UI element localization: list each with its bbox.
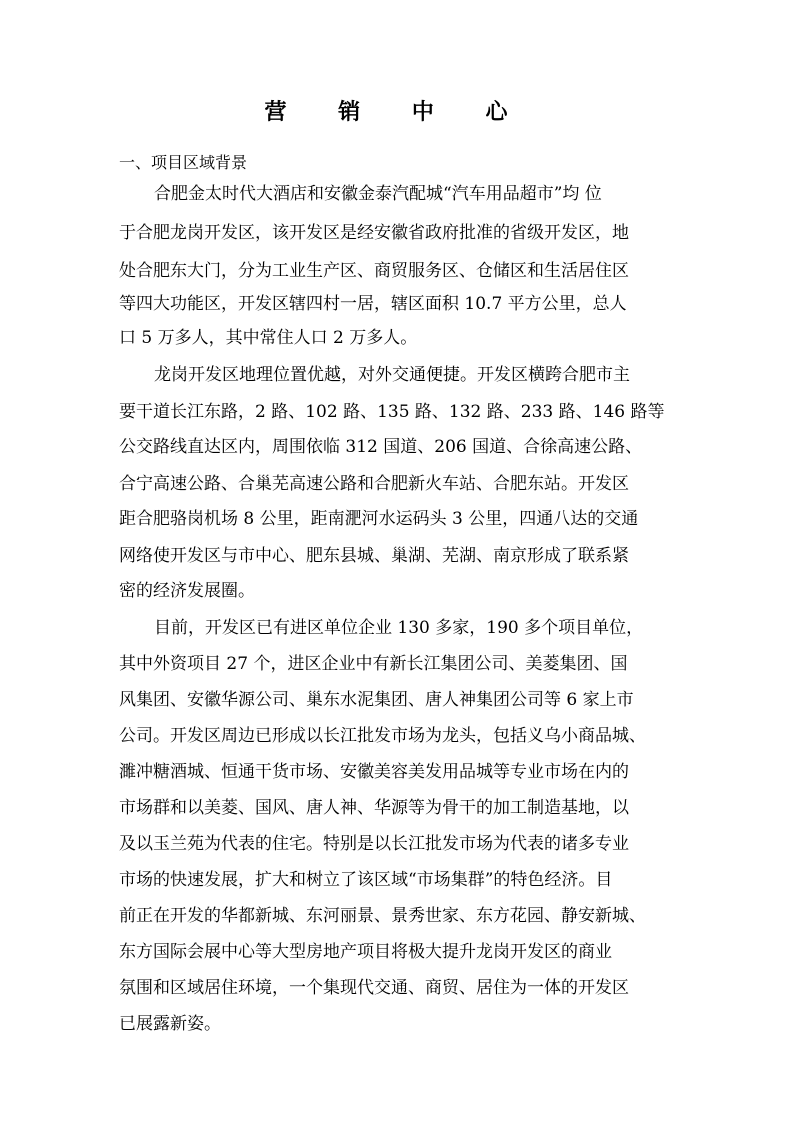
section-heading: 一、项目区域背景 <box>119 153 248 172</box>
paragraph-2-line: 公交路线直达区内，周围依临 312 国道、206 国道、合徐高速公路、 <box>119 437 643 457</box>
paragraph-1-line: 处合肥东大门，分为工业生产区、商贸服务区、仓储区和生活居住区 <box>119 261 629 281</box>
paragraph-3-line: 其中外资项目 27 个，进区企业中有新长江集团公司、美菱集团、国 <box>119 654 628 674</box>
paragraph-3-line: 目前，开发区已有进区单位企业 130 多家，190 多个项目单位， <box>154 618 644 638</box>
paragraph-3-line: 前正在开发的华都新城、东河丽景、景秀世家、东方花园、静安新城、 <box>119 906 646 926</box>
paragraph-3-line: 濉冲糖酒城、恒通干货市场、安徽美容美发用品城等专业市场在内的 <box>119 762 629 782</box>
paragraph-2-line: 密的经济发展圈。 <box>119 581 255 601</box>
paragraph-2-line: 合宁高速公路、合巢芜高速公路和合肥新火车站、合肥东站。开发区 <box>119 474 629 494</box>
paragraph-3-line: 市场群和以美菱、国风、唐人神、华源等为骨干的加工制造基地，以 <box>119 798 629 818</box>
paragraph-3-line: 氛围和区域居住环境，一个集现代交通、商贸、居住为一体的开发区 <box>119 978 629 998</box>
paragraph-3-line: 风集团、安徽华源公司、巢东水泥集团、唐人神集团公司等 6 家上市 <box>119 690 634 710</box>
page-title: 营 销 中 心 <box>264 99 530 125</box>
paragraph-1-line: 于合肥龙岗开发区，该开发区是经安徽省政府批准的省级开发区，地 <box>119 223 629 243</box>
paragraph-1-line: 口 5 万多人，其中常住人口 2 万多人。 <box>119 328 418 348</box>
paragraph-1-line: 等四大功能区，开发区辖四村一居，辖区面积 10.7 平方公里，总人 <box>119 294 627 314</box>
paragraph-3-line: 公司。开发区周边已形成以长江批发市场为龙头，包括义乌小商品城、 <box>119 726 646 746</box>
paragraph-2-line: 网络使开发区与市中心、肥东县城、巢湖、芜湖、南京形成了联系紧 <box>119 546 629 566</box>
paragraph-3-line: 及以玉兰苑为代表的住宅。特别是以长江批发市场为代表的诸多专业 <box>119 834 629 854</box>
paragraph-3-line: 市场的快速发展，扩大和树立了该区域“市场集群”的特色经济。目 <box>119 870 613 890</box>
paragraph-2-line: 要干道长江东路，2 路、102 路、135 路、132 路、233 路、146 路等 <box>119 402 665 422</box>
paragraph-3-line: 东方国际会展中心等大型房地产项目将极大提升龙岗开发区的商业 <box>119 942 612 962</box>
paragraph-3-line: 已展露新姿。 <box>119 1014 221 1034</box>
paragraph-1-line: 合肥金太时代大酒店和安徽金泰汽配城“汽车用品超市”均 位 <box>154 184 602 204</box>
paragraph-2-line: 龙岗开发区地理位置优越，对外交通便捷。开发区横跨合肥市主 <box>154 365 630 385</box>
paragraph-2-line: 距合肥骆岗机场 8 公里，距南淝河水运码头 3 公里，四通八达的交通 <box>119 509 639 529</box>
